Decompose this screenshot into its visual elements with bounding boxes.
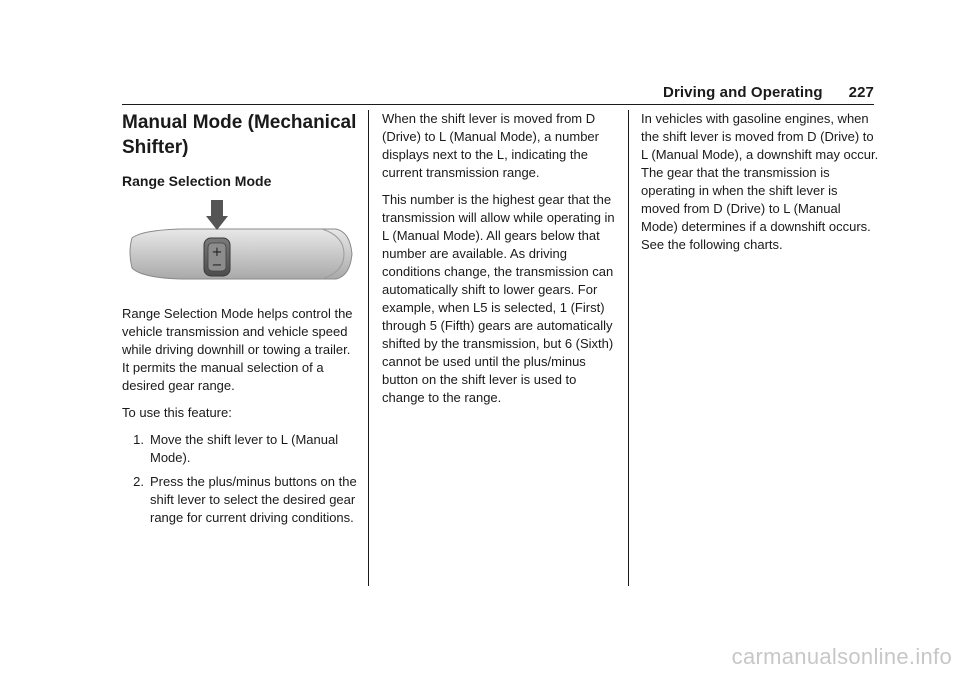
paragraph: When the shift lever is moved from D (Drive) to L (Manual Mode), a number displays next to the L, indicating the current transmission range.	[382, 111, 599, 180]
watermark: carmanualsonline.info	[731, 644, 952, 669]
paragraph: This number is the highest gear that the transmission will allow while operating in L (Manual Mode). All gears below that number are available. As driving conditions change, the transmission can automatically shift to lower gears. For example, when L5 is selected, 1 (First) through 5 (Fifth) gears are automatically shifted by the transmission, but 6 (Sixth) cannot be used until the plus/minus button on the shift lever is used to change to the range.	[382, 192, 615, 405]
paragraph: Range Selection Mode helps control the vehicle transmission and vehicle speed while driving downhill or towing a trailer. It permits the manual selection of a desired gear range.	[122, 306, 353, 393]
minus-button-label: −	[211, 258, 223, 273]
page-header	[663, 84, 874, 101]
shift-lever-illustration	[122, 198, 358, 293]
header-rule	[122, 104, 874, 105]
paragraph: In vehicles with gasoline engines, when the shift lever is moved from D (Drive) to L (Manual Mode), a downshift may occur. The gear that the transmission is operating in when the shift lever is moved from D (Drive) to L (Manual Mode) determines if a downshift occurs. See the following charts.	[641, 111, 879, 252]
section-heading: Manual Mode (Mechanical Shifter)	[122, 112, 357, 158]
steps-list	[122, 431, 358, 527]
list-item: 1. Move the shift lever to L (Manual Mode).	[133, 432, 339, 465]
subsection-heading: Range Selection Mode	[122, 173, 272, 189]
column-3	[641, 110, 879, 263]
section-title: Driving and Operating	[663, 84, 823, 101]
plus-button-label: +	[211, 245, 223, 260]
paragraph: To use this feature:	[122, 405, 232, 420]
page-number: 227	[848, 84, 874, 101]
arrow-down-icon	[206, 200, 228, 230]
column-1	[122, 110, 358, 533]
column-2	[382, 110, 618, 416]
column-divider	[368, 110, 369, 586]
list-item: 2. Press the plus/minus buttons on the shift lever to select the desired gear range for current driving conditions.	[133, 474, 357, 525]
column-divider	[628, 110, 629, 586]
